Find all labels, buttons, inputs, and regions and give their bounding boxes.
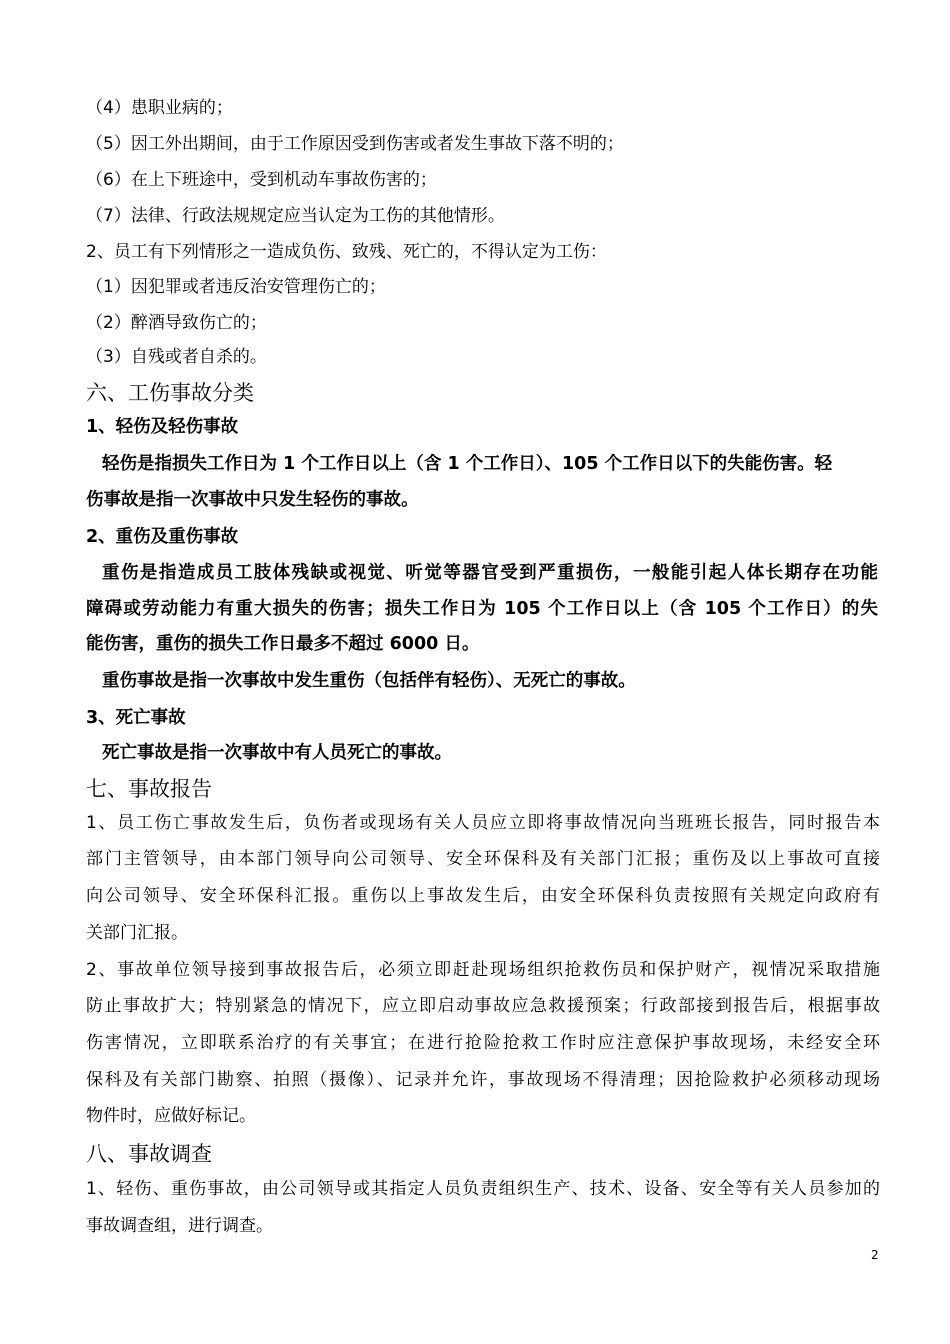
page-number: 2	[871, 1248, 879, 1262]
paragraph-line: 死亡事故是指一次事故中有人员死亡的事故。	[102, 743, 452, 763]
section-heading: 六、工伤事故分类	[86, 381, 254, 405]
paragraph-line: 防止事故扩大；特别紧急的情况下，应立即启动事故应急救援预案；行政部接到报告后，根据事故	[86, 996, 880, 1016]
list-item: （4）患职业病的；	[86, 98, 233, 118]
list-item: （3）自残或者自杀的。	[86, 347, 267, 367]
subsection-heading: 1、轻伤及轻伤事故	[86, 417, 239, 437]
paragraph: 2、员工有下列情形之一造成负伤、致残、死亡的，不得认定为工伤：	[86, 242, 607, 262]
paragraph-line: 重伤是指造成员工肢体残缺或视觉、听觉等器官受到严重损伤，一般能引起人体长期存在功能	[102, 563, 878, 583]
paragraph-line: 2、事故单位领导接到事故报告后，必须立即赶赴现场组织抢救伤员和保护财产，视情况采取措施	[86, 960, 880, 980]
paragraph-line: 1、轻伤、重伤事故，由公司领导或其指定人员负责组织生产、技术、设备、安全等有关人员参加的	[86, 1179, 880, 1199]
paragraph-line: 伤事故是指一次事故中只发生轻伤的事故。	[86, 490, 419, 510]
paragraph-line: 障碍或劳动能力有重大损失的伤害；损失工作日为 105 个工作日以上（含 105 个工作日）的失	[86, 599, 878, 619]
list-item: （2）醉酒导致伤亡的；	[86, 313, 267, 333]
paragraph-line: 1、员工伤亡事故发生后，负伤者或现场有关人员应立即将事故情况向当班班长报告，同时报告本	[86, 813, 880, 833]
paragraph-line: 向公司领导、安全环保科汇报。重伤以上事故发生后，由安全环保科负责按照有关规定向政府有	[86, 886, 880, 906]
paragraph-line: 关部门汇报。	[86, 923, 188, 943]
paragraph-line: 轻伤是指损失工作日为 1 个工作日以上（含 1 个工作日）、105 个工作日以下的失能伤害。轻	[102, 454, 833, 474]
paragraph-line: 重伤事故是指一次事故中发生重伤（包括伴有轻伤）、无死亡的事故。	[102, 671, 636, 691]
paragraph-line: 伤害情况，立即联系治疗的有关事宜；在进行抢险抢救工作时应注意保护事故现场，未经安全环	[86, 1033, 880, 1053]
paragraph-line: 事故调查组，进行调查。	[86, 1216, 273, 1236]
list-item: （1）因犯罪或者违反治安管理伤亡的；	[86, 277, 386, 297]
section-heading: 七、事故报告	[86, 777, 212, 801]
paragraph-line: 部门主管领导，由本部门领导向公司领导、安全环保科及有关部门汇报；重伤及以上事故可直接	[86, 849, 880, 869]
section-heading: 八、事故调查	[86, 1142, 212, 1166]
list-item: （5）因工外出期间，由于工作原因受到伤害或者发生事故下落不明的；	[86, 134, 624, 154]
subsection-heading: 3、死亡事故	[86, 708, 186, 728]
subsection-heading: 2、重伤及重伤事故	[86, 527, 239, 547]
paragraph-line: 物件时，应做好标记。	[86, 1106, 256, 1126]
list-item: （7）法律、行政法规规定应当认定为工伤的其他情形。	[86, 206, 505, 226]
paragraph-line: 保科及有关部门勘察、拍照（摄像）、记录并允许，事故现场不得清理；因抢险救护必须移动现场	[86, 1070, 880, 1090]
paragraph-line: 能伤害，重伤的损失工作日最多不超过 6000 日。	[86, 634, 480, 654]
list-item: （6）在上下班途中，受到机动车事故伤害的；	[86, 170, 437, 190]
